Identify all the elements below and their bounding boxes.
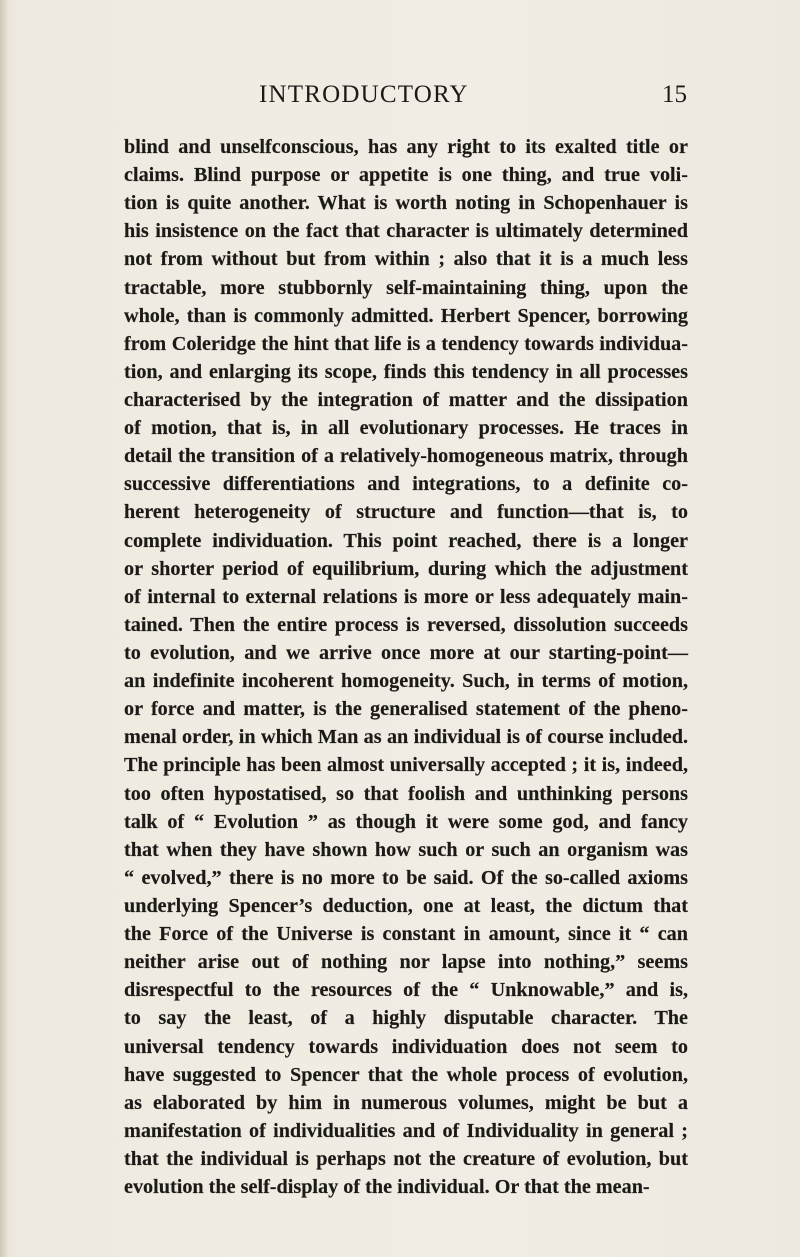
text-line: an indefinite incoherent homogeneity. Such, in terms of motion,	[124, 670, 688, 693]
text-line: as elaborated by him in numerous volumes, might be but a	[124, 1091, 688, 1114]
text-line: tractable, more stubbornly self-maintaining thing, upon the	[124, 276, 688, 299]
text-line: that when they have shown how such or such an organism was	[124, 838, 688, 861]
text-line: talk of “ Evolution ” as though it were some god, and fancy	[124, 810, 688, 833]
text-line: disrespectful to the resources of the “ Unknowable,” and is,	[124, 979, 688, 1002]
text-line: successive differentiations and integrations, to a definite co-	[124, 473, 688, 496]
text-line: that the individual is perhaps not the creature of evolution, but	[124, 1147, 688, 1170]
text-line: The principle has been almost universally accepted ; it is, indeed,	[124, 754, 688, 777]
text-line: of motion, that is, in all evolutionary processes. He traces in	[124, 417, 688, 440]
gutter-shadow	[0, 0, 8, 1257]
text-line: tion, and enlarging its scope, finds this tendency in all processes	[124, 360, 688, 383]
text-line: have suggested to Spencer that the whole process of evolution,	[124, 1063, 688, 1086]
text-line: from Coleridge the hint that life is a tendency towards individua-	[124, 332, 688, 355]
text-line: or force and matter, is the generalised statement of the pheno-	[124, 698, 688, 721]
text-line: of internal to external relations is more or less adequately main-	[124, 585, 688, 608]
text-line: the Force of the Universe is constant in amount, since it “ can	[124, 923, 688, 946]
text-line: manifestation of individualities and of Individuality in general ;	[124, 1119, 688, 1142]
text-line: whole, than is commonly admitted. Herbert Spencer, borrowing	[124, 304, 688, 327]
text-line: claims. Blind purpose or appetite is one thing, and true voli-	[124, 164, 688, 187]
text-line: not from without but from within ; also that it is a much less	[124, 248, 688, 271]
text-line: his insistence on the fact that character is ultimately determined	[124, 220, 688, 243]
text-line: too often hypostatised, so that foolish and unthinking persons	[124, 782, 688, 805]
page-number: 15	[662, 81, 687, 108]
text-line: to evolution, and we arrive once more at our starting-point—	[124, 641, 688, 664]
text-line: “ evolved,” there is no more to be said. Of the so-called axioms	[124, 866, 688, 889]
text-line: or shorter period of equilibrium, during which the adjustment	[124, 557, 688, 580]
text-line: universal tendency towards individuation does not seem to	[124, 1035, 688, 1058]
text-line: complete individuation. This point reached, there is a longer	[124, 529, 688, 552]
text-line: tained. Then the entire process is reversed, dissolution succeeds	[124, 613, 688, 636]
text-line: evolution the self-display of the individual. Or that the mean-	[124, 1176, 650, 1199]
text-line: tion is quite another. What is worth noting in Schopenhauer is	[124, 192, 688, 215]
text-line: underlying Spencer’s deduction, one at least, the dictum that	[124, 894, 688, 917]
text-line: blind and unselfconscious, has any right to its exalted title or	[124, 136, 688, 158]
text-line: characterised by the integration of matter and the dissipation	[124, 388, 688, 411]
page-header	[0, 80, 800, 114]
text-line: to say the least, of a highly disputable character. The	[124, 1007, 688, 1030]
text-line: herent heterogeneity of structure and function—that is, to	[124, 501, 688, 524]
text-line: neither arise out of nothing nor lapse into nothing,” seems	[124, 951, 688, 974]
text-line: menal order, in which Man as an individual is of course included.	[124, 726, 688, 749]
running-title: INTRODUCTORY	[259, 81, 469, 108]
body-text	[124, 133, 688, 1201]
text-line: detail the transition of a relatively-homogeneous matrix, through	[124, 445, 688, 468]
